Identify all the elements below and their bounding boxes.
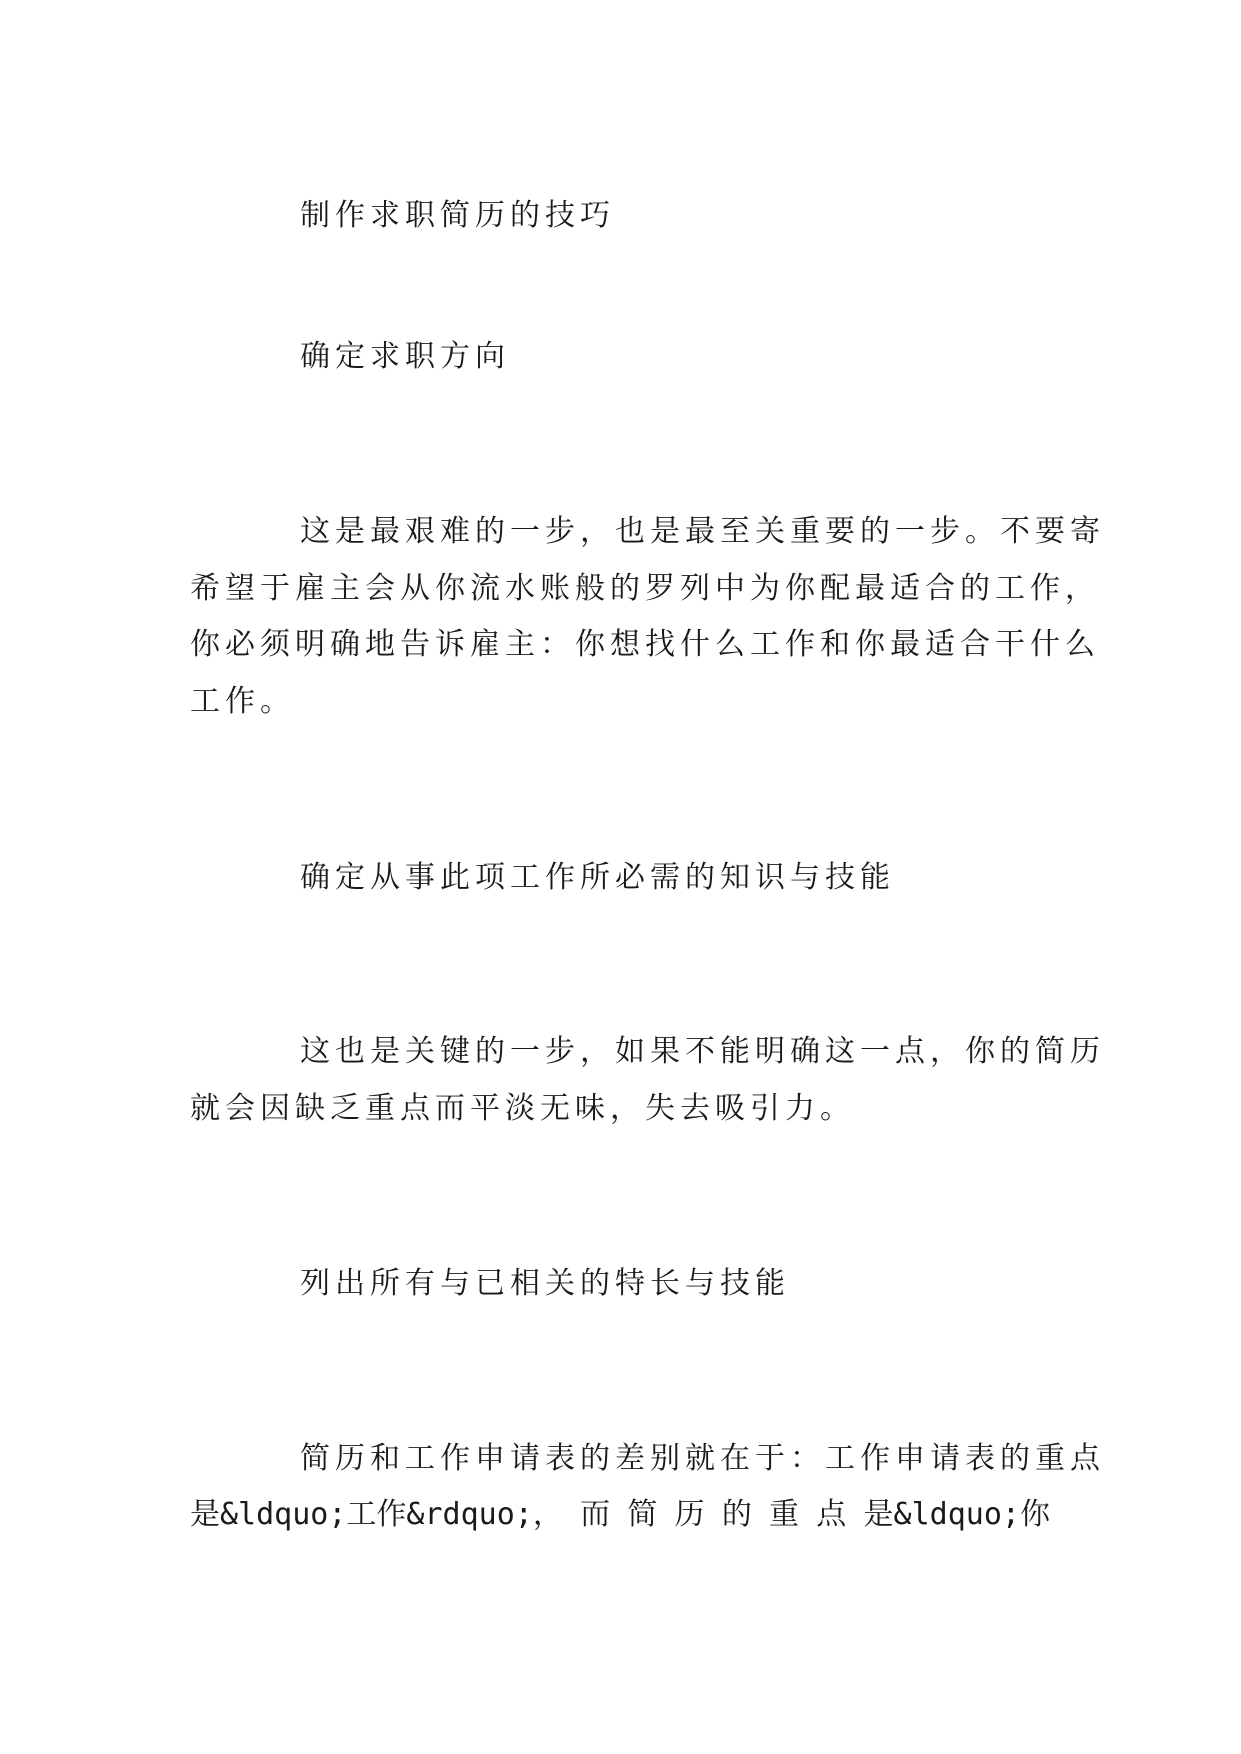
text-segment: 重 (769, 1497, 800, 1532)
text-segment: 的 (721, 1497, 752, 1532)
text-segment: 是&ldquo;工作&rdquo;， (190, 1497, 563, 1532)
text-segment: 历 (674, 1497, 705, 1532)
section-heading-3: 列出所有与已相关的特长与技能 (300, 1266, 790, 1301)
text-segment: 点 (816, 1497, 847, 1532)
paragraph-2-line-1: 这也是关键的一步，如果不能明确这一点，你的简历 (300, 1034, 1105, 1069)
paragraph-1-line-1: 这是最艰难的一步，也是最至关重要的一步。不要寄 (300, 514, 1105, 549)
section-heading-1: 确定求职方向 (300, 339, 510, 374)
paragraph-1-line-4: 工作。 (190, 684, 295, 719)
paragraph-1-line-2: 希望于雇主会从你流水账般的罗列中为你配最适合的工作， (190, 571, 1100, 606)
paragraph-3-line-1: 简历和工作申请表的差别就在于：工作申请表的重点 (300, 1441, 1105, 1476)
paragraph-2-line-2: 就会因缺乏重点而平淡无味，失去吸引力。 (190, 1091, 855, 1126)
paragraph-1-line-3: 你必须明确地告诉雇主：你想找什么工作和你最适合干什么 (190, 627, 1100, 662)
text-segment: 简 (627, 1497, 658, 1532)
section-heading-2: 确定从事此项工作所必需的知识与技能 (300, 860, 895, 895)
text-segment: 是&ldquo;你 (863, 1497, 1050, 1532)
text-segment: 而 (580, 1497, 611, 1532)
paragraph-3-line-2 (190, 1497, 1050, 1533)
document-title: 制作求职简历的技巧 (300, 198, 615, 233)
